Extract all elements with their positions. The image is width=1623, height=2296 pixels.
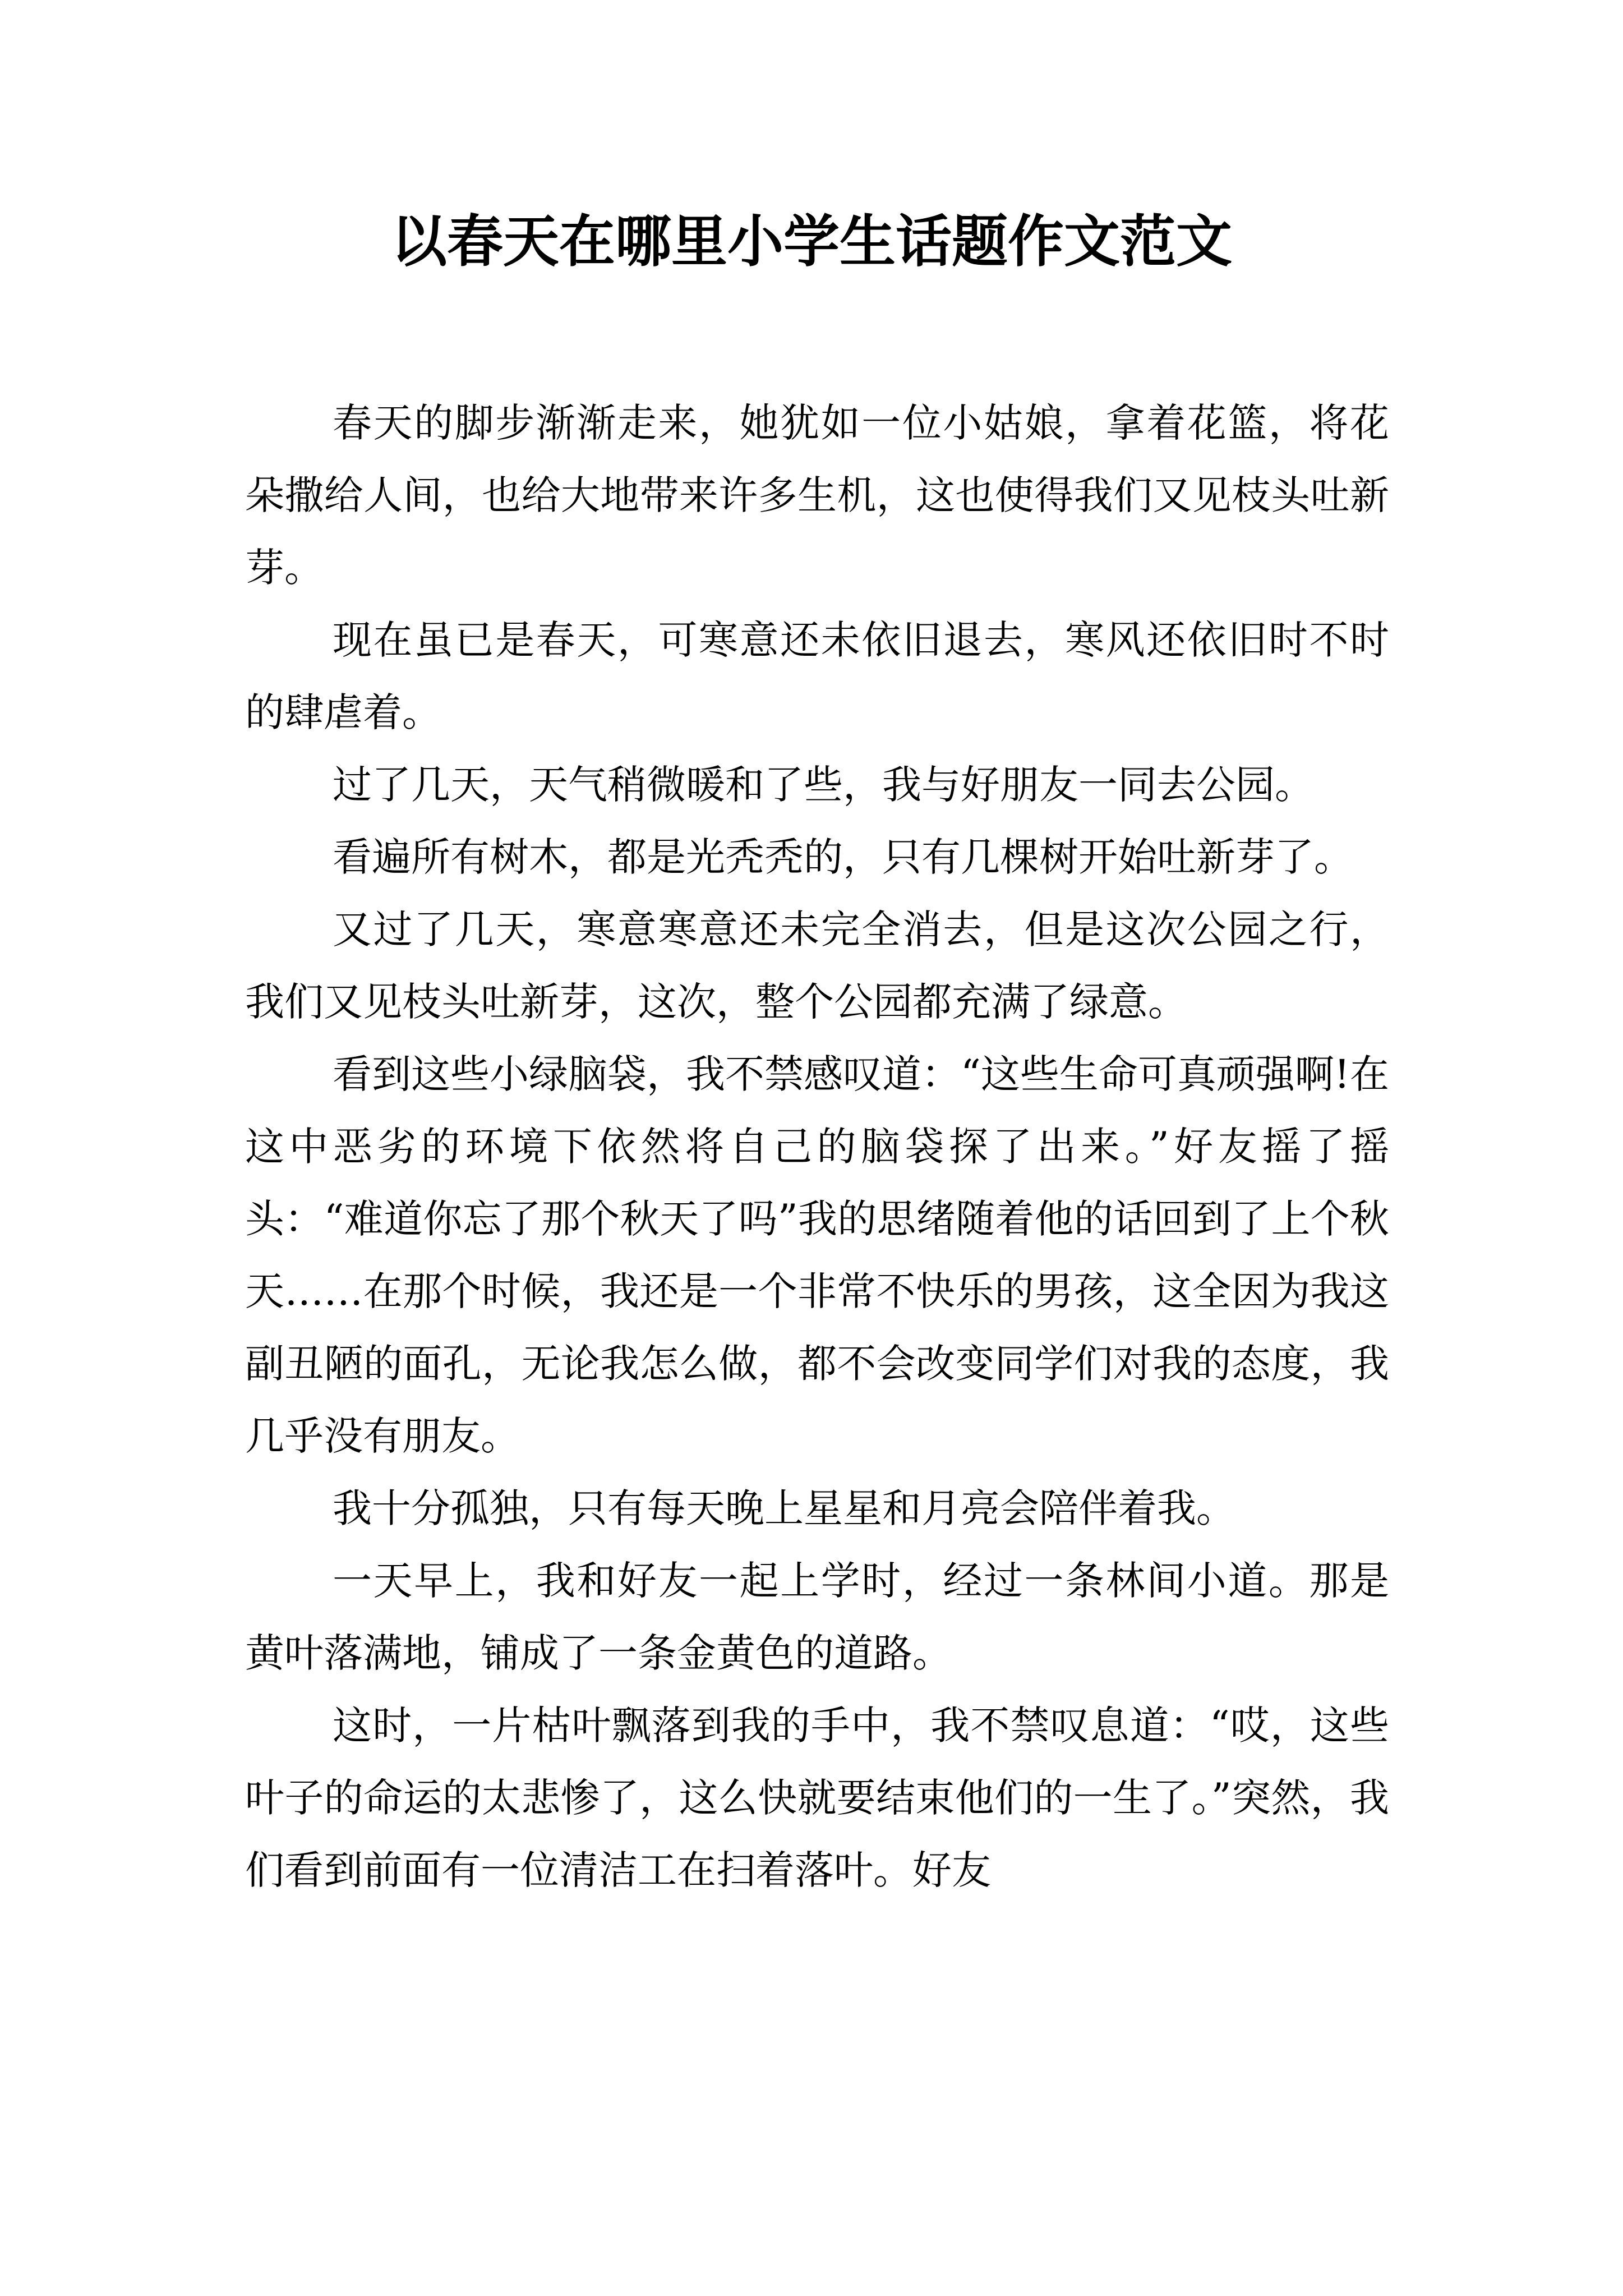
document-body bbox=[245, 387, 1389, 1907]
paragraph: 一天早上，我和好友一起上学时，经过一条林间小道。那是黄叶落满地，铺成了一条金黄色的道路。 bbox=[245, 1558, 1389, 1676]
paragraph: 又过了几天，寒意寒意还未完全消去，但是这次公园之行，我们又见枝头吐新芽，这次，整个公园都充满了绿意。 bbox=[245, 907, 1389, 1025]
paragraph: 我十分孤独，只有每天晚上星星和月亮会陪伴着我。 bbox=[333, 1485, 1235, 1531]
paragraph: 过了几天，天气稍微暖和了些，我与好朋友一同去公园。 bbox=[333, 762, 1314, 808]
paragraph: 春天的脚步渐渐走来，她犹如一位小姑娘，拿着花篮，将花朵撒给人间，也给大地带来许多生机，这也使得我们又见枝头吐新芽。 bbox=[245, 400, 1389, 591]
document-title: 以春天在哪里小学生话题作文范文 bbox=[391, 208, 1232, 274]
paragraph: 看遍所有树木，都是光秃秃的，只有几棵树开始吐新芽了。 bbox=[333, 834, 1353, 880]
paragraph: 现在虽已是春天，可寒意还未依旧退去，寒风还依旧时不时的肆虐着。 bbox=[245, 617, 1389, 735]
paragraph: 看到这些小绿脑袋，我不禁感叹道：“这些生命可真顽强啊!在这中恶劣的环境下依然将自己的脑袋探了出来。”好友摇了摇头：“难道你忘了那个秋天了吗”我的思绪随着他的话回到了上个秋天……在那个时候，我还是一个非常不快乐的男孩，这全因为我这副丑陋的面孔，无论我怎么做，都不会改变同学们对我的态度，我几乎没有朋友。 bbox=[245, 1051, 1389, 1459]
paragraph: 这时，一片枯叶飘落到我的手中，我不禁叹息道：“哎，这些叶子的命运的太悲惨了，这么快就要结束他们的一生了。”突然，我们看到前面有一位清洁工在扫着落叶。好友 bbox=[245, 1703, 1389, 1893]
